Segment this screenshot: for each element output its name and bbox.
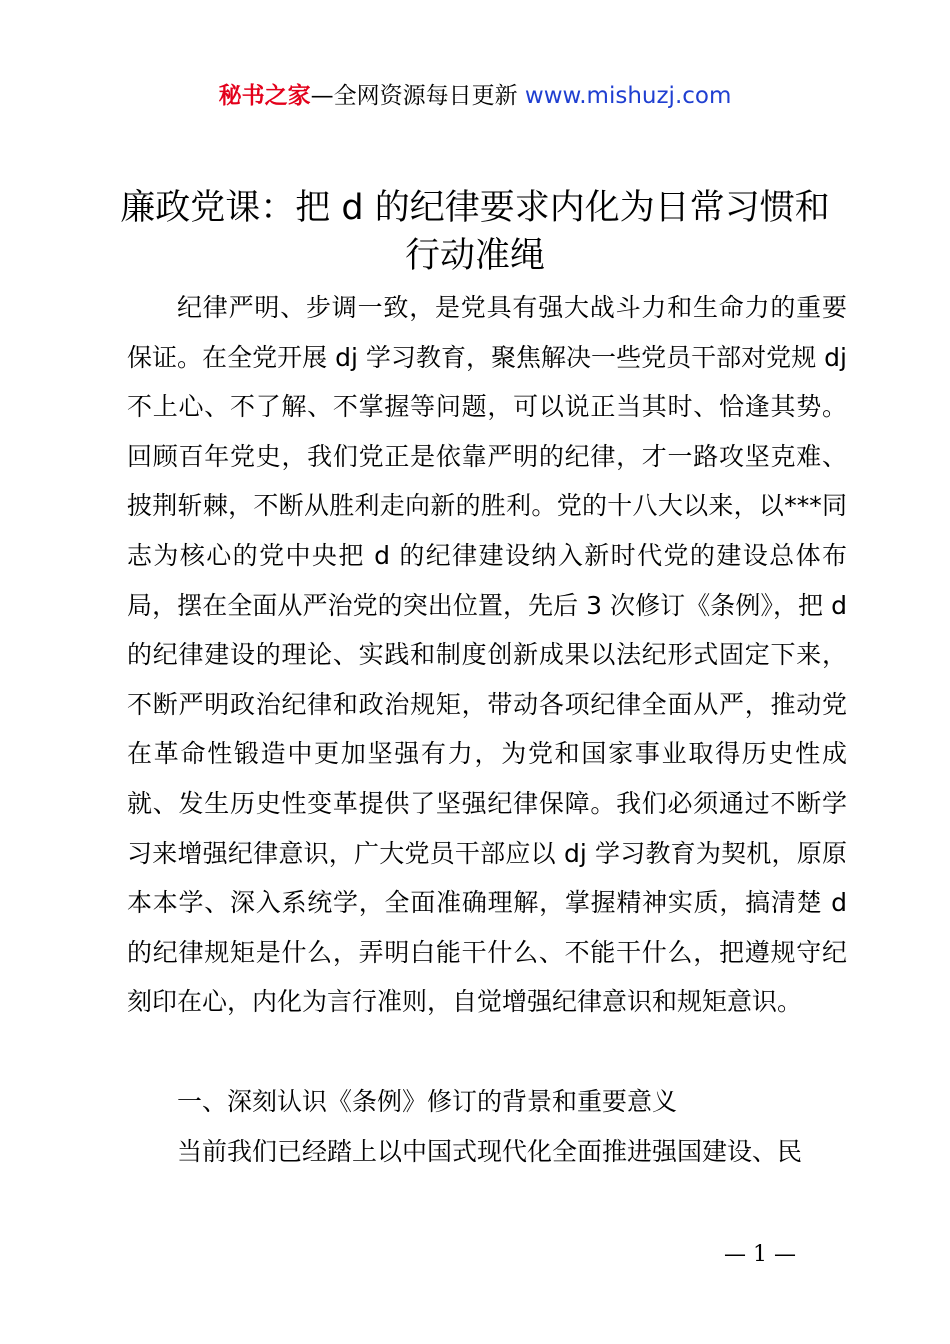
body-paragraph-2: 当前我们已经踏上以中国式现代化全面推进强国建设、民 <box>177 1137 803 1166</box>
page-number: — 1 — <box>724 1242 796 1267</box>
section-heading-1: 一、深刻认识《条例》修订的背景和重要意义 <box>177 1087 678 1116</box>
site-tagline: —全网资源每日更新 <box>310 83 518 109</box>
site-brand: 秘书之家 <box>218 83 311 109</box>
site-url-link[interactable]: www.mishuzj.com <box>524 83 732 109</box>
site-header <box>0 80 950 112</box>
document-title <box>100 184 850 280</box>
document-title-line-1: 廉政党课：把 d 的纪律要求内化为日常习惯和 <box>120 188 830 228</box>
document-title-line-2: 行动准绳 <box>404 236 545 276</box>
body-paragraph-1: 纪律严明、步调一致，是党具有强大战斗力和生命力的重要保证。在全党开展 dj 学习教育，聚焦解决一些党员干部对党规 dj 不上心、不了解、不掌握等问题，可以说正当其时、恰逢其势。回顾百年党史，我们党正是依靠严明的纪律，才一路攻坚克难、披荆斩棘，不断从胜利走向新的胜利。党的十八大以来，以***同志为核心的党中央把 d 的纪律建设纳入新时代党的建设总体布局，摆在全面从严治党的突出位置，先后 3 次修订《条例》，把 d 的纪律建设的理论、实践和制度创新成果以法纪形式固定下来，不断严明政治纪律和政治规矩，带动各项纪律全面从严，推动党在革命性锻造中更加坚强有力，为党和国家事业取得历史性成就、发生历史性变革提供了坚强纪律保障。我们必须通过不断学习来增强纪律意识，广大党员干部应以 dj 学习教育为契机，原原本本学、深入系统学，全面准确理解，掌握精神实质，搞清楚 d 的纪律规矩是什么，弄明白能干什么、不能干什么，把遵规守纪刻印在心，内化为言行准则，自觉增强纪律意识和规矩意识。 <box>127 293 847 1017</box>
